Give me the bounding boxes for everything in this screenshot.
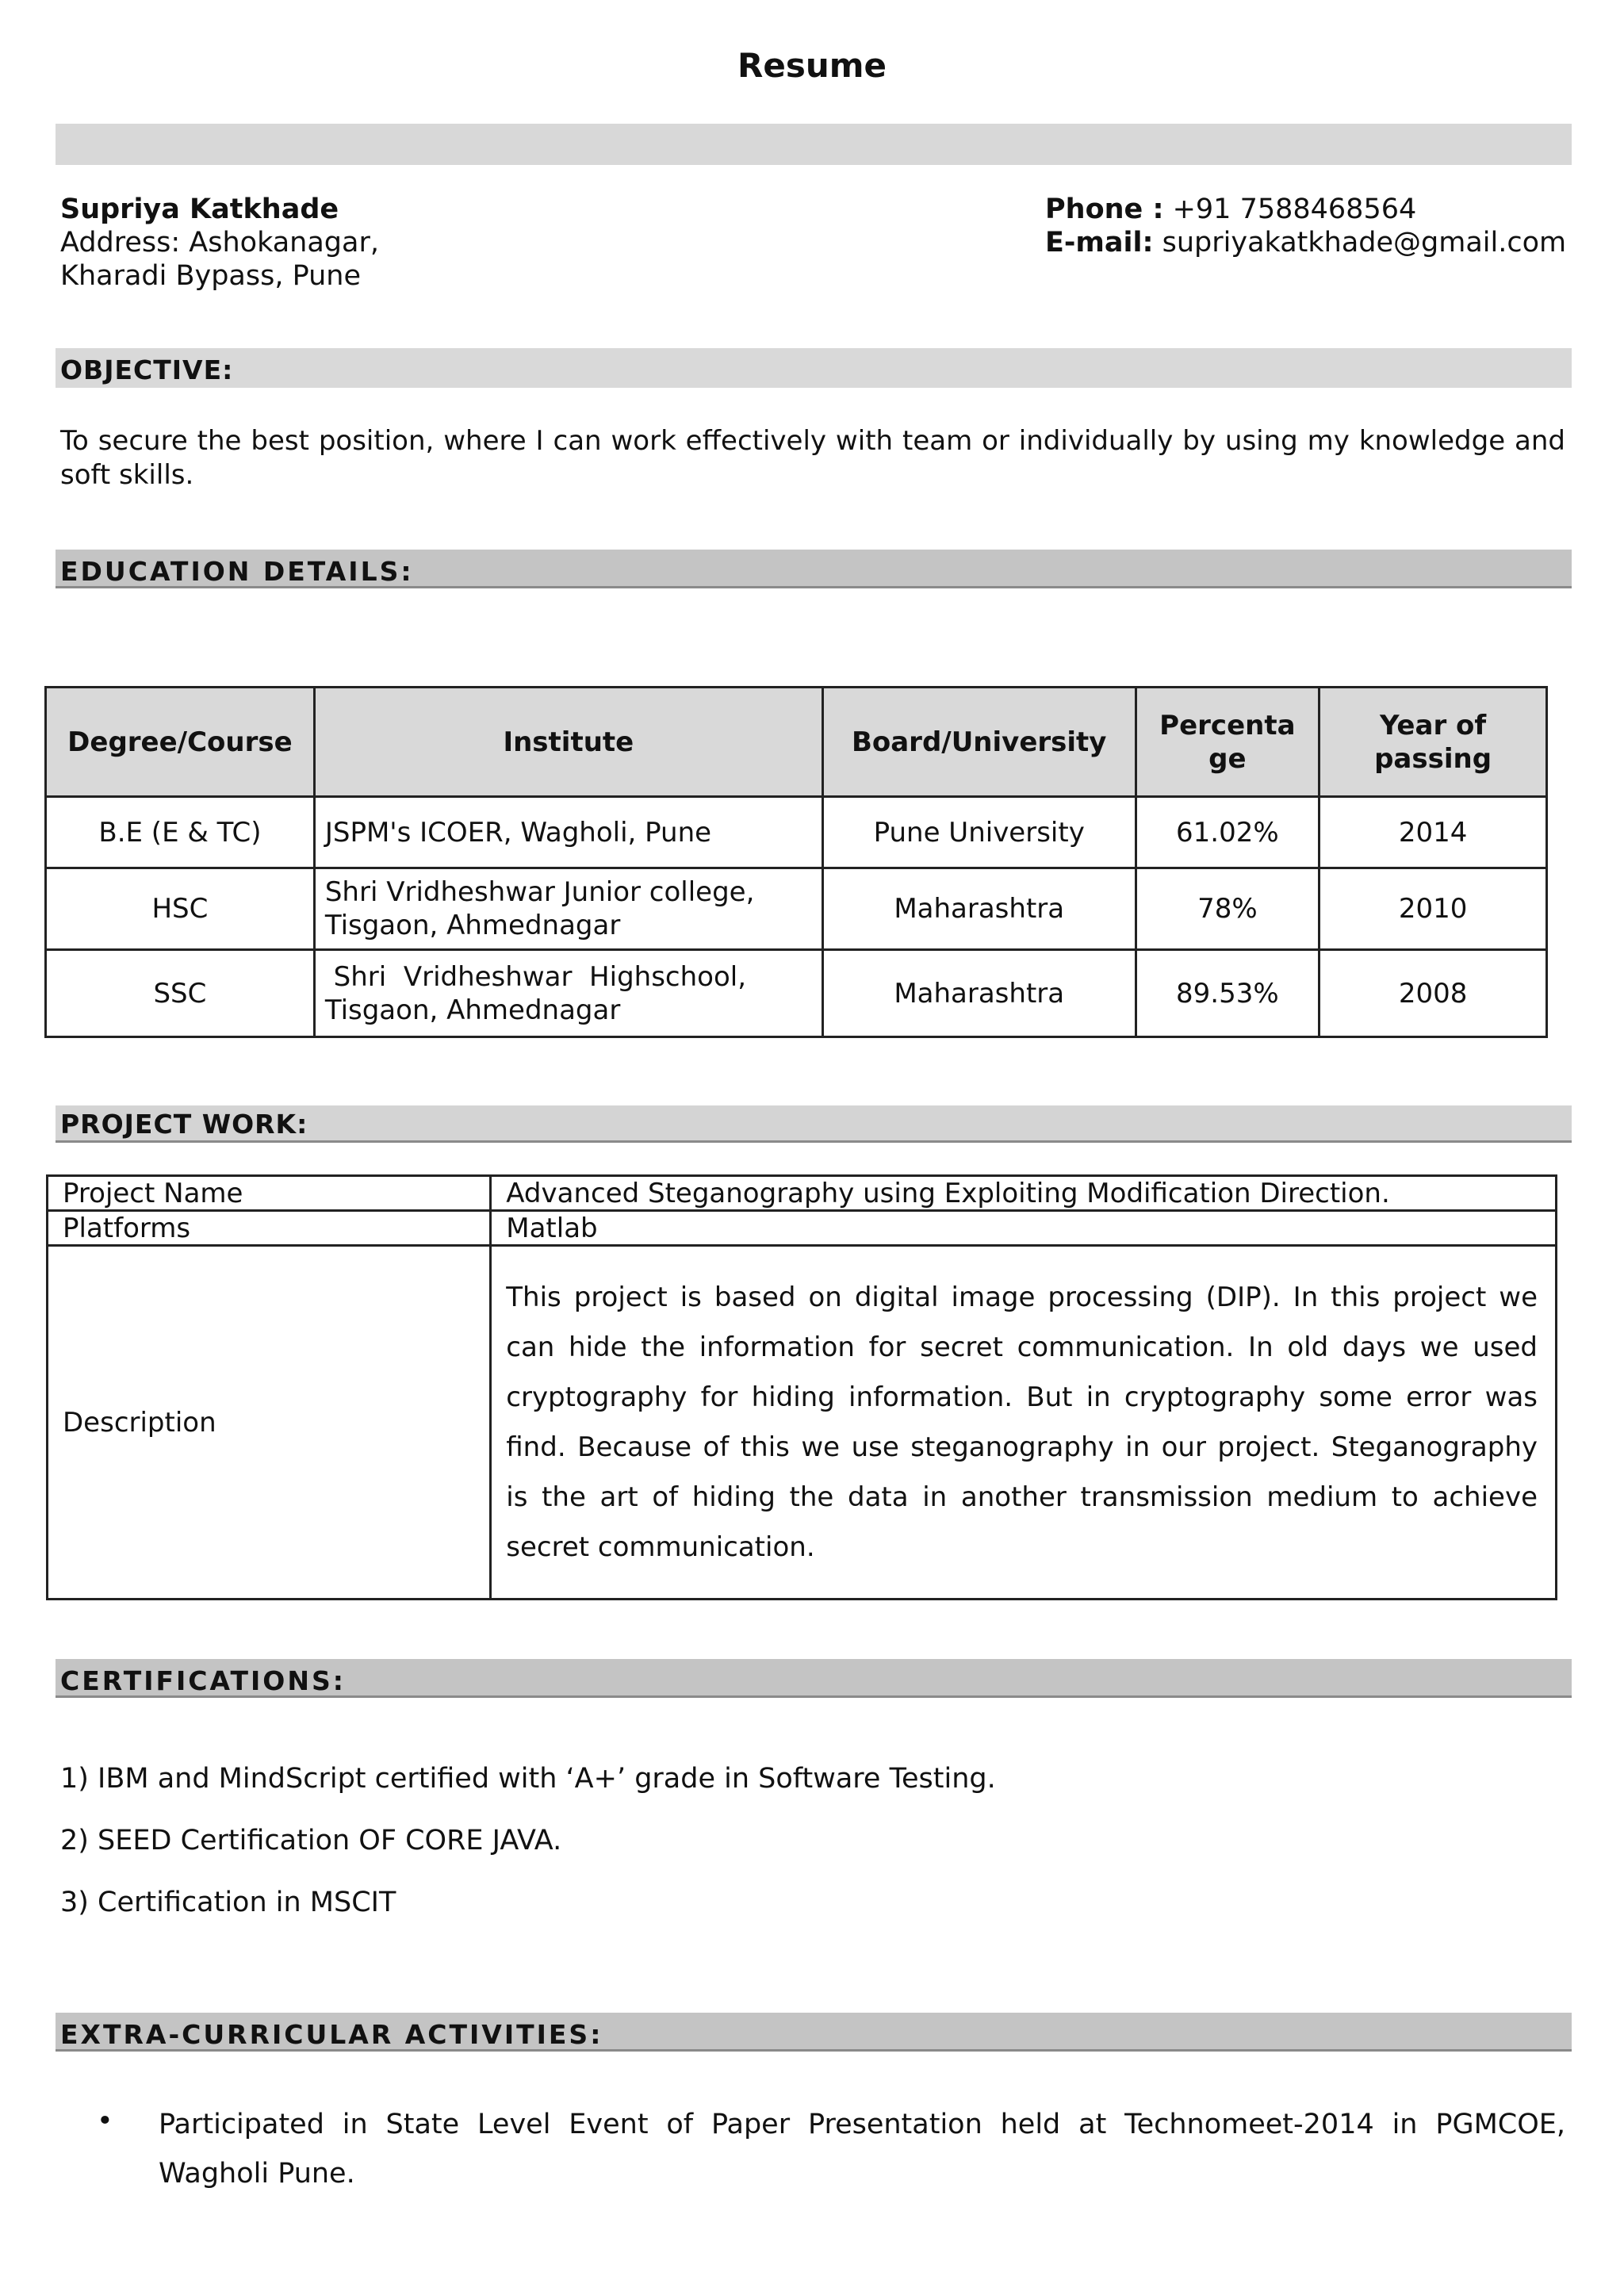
phone-value: +91 7588468564 <box>1163 193 1417 225</box>
platforms-value: Matlab <box>491 1211 1557 1246</box>
table-row <box>48 1176 1557 1211</box>
list-item: 2) SEED Certification OF CORE JAVA. <box>60 1825 562 1856</box>
degree-cell: HSC <box>46 868 315 950</box>
bullet-icon: • <box>97 2105 113 2137</box>
objective-text: To secure the best position, where I can work effectively with team or individually by using my knowledge and soft skills. <box>60 425 1565 491</box>
year-cell: 2010 <box>1320 868 1547 950</box>
table-row <box>46 797 1547 868</box>
project-name-value: Advanced Steganography using Exploiting Modification Direction. <box>491 1176 1557 1211</box>
education-header-row <box>46 688 1547 797</box>
institute-cell: Shri Vridheshwar Junior college, Tisgaon, Ahmednagar <box>314 868 822 950</box>
list-item: 3) Certification in MSCIT <box>60 1887 396 1918</box>
email-value: supriyakatkhade@gmail.com <box>1153 227 1567 259</box>
platforms-label: Platforms <box>48 1211 491 1246</box>
table-row <box>46 950 1547 1037</box>
phone-label: Phone : <box>1045 193 1164 225</box>
list-item: Participated in State Level Event of Paper Presentation held at Technomeet-2014 in PGMCOE, Wagholi Pune. <box>159 2109 1565 2190</box>
project-section-bar <box>56 1105 1572 1143</box>
education-table <box>44 686 1548 1038</box>
email-label: E-mail: <box>1045 227 1154 259</box>
objective-section-bar <box>56 348 1572 388</box>
certifications-heading: CERTIFICATIONS: <box>60 1665 346 1696</box>
objective-heading: OBJECTIVE: <box>60 354 234 385</box>
board-cell: Maharashtra <box>822 868 1136 950</box>
percentage-cell: 89.53% <box>1136 950 1320 1037</box>
extracurricular-section-bar <box>56 2013 1572 2052</box>
description-label: Description <box>48 1246 491 1600</box>
page-title: Resume <box>737 46 887 85</box>
phone-line <box>1045 193 1416 226</box>
address-line-2: Kharadi Bypass, Pune <box>60 260 361 292</box>
table-row <box>48 1246 1557 1600</box>
candidate-name: Supriya Katkhade <box>60 193 339 225</box>
project-heading: PROJECT WORK: <box>60 1109 308 1140</box>
column-header-institute: Institute <box>314 688 822 797</box>
percentage-cell: 78% <box>1136 868 1320 950</box>
table-row <box>46 868 1547 950</box>
degree-cell: SSC <box>46 950 315 1037</box>
description-value: This project is based on digital image processing (DIP). In this project we can hide the information for secret communication. In old days we used cryptography for hiding information. But in cryptography some error was find. Because of this we use steganography in our project. Steganography is the art of hiding the data in another transmission medium to achieve secret communication. <box>491 1246 1557 1600</box>
percentage-cell: 61.02% <box>1136 797 1320 868</box>
year-cell: 2008 <box>1320 950 1547 1037</box>
column-header-board: Board/University <box>822 688 1136 797</box>
column-header-percentage: Percentage <box>1136 688 1320 797</box>
education-section-bar <box>56 550 1572 588</box>
table-row <box>48 1211 1557 1246</box>
column-header-degree: Degree/Course <box>46 688 315 797</box>
year-cell: 2014 <box>1320 797 1547 868</box>
degree-cell: B.E (E & TC) <box>46 797 315 868</box>
header-bar <box>56 124 1572 165</box>
project-table <box>46 1174 1557 1600</box>
extracurricular-heading: EXTRA-CURRICULAR ACTIVITIES: <box>60 2019 603 2050</box>
address-line-1: Address: Ashokanagar, <box>60 227 379 259</box>
project-name-label: Project Name <box>48 1176 491 1211</box>
board-cell: Pune University <box>822 797 1136 868</box>
education-heading: EDUCATION DETAILS: <box>60 556 414 587</box>
certifications-section-bar <box>56 1659 1572 1698</box>
board-cell: Maharashtra <box>822 950 1136 1037</box>
list-item: 1) IBM and MindScript certified with ‘A+’ grade in Software Testing. <box>60 1763 996 1795</box>
column-header-year: Year of passing <box>1320 688 1547 797</box>
institute-cell: JSPM's ICOER, Wagholi, Pune <box>314 797 822 868</box>
institute-cell: Shri Vridheshwar Highschool, Tisgaon, Ahmednagar <box>314 950 822 1037</box>
email-line <box>1045 226 1566 259</box>
